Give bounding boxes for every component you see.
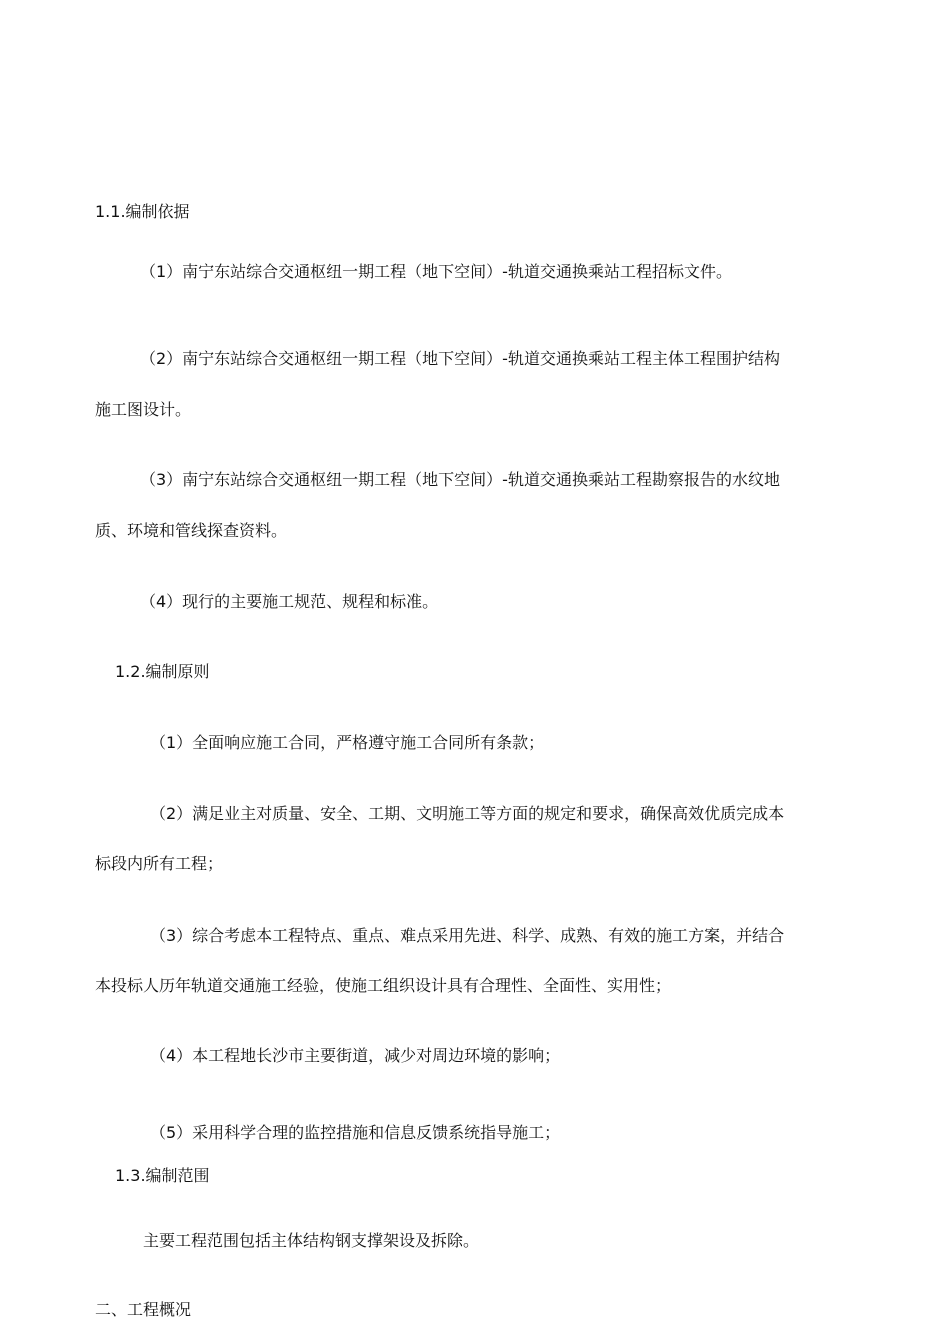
list-item-continuation: 施工图设计。	[95, 400, 192, 419]
section-heading-1-3: 1.3.编制范围	[115, 1166, 210, 1185]
list-item: （3）综合考虑本工程特点、重点、难点采用先进、科学、成熟、有效的施工方案，并结合	[150, 926, 785, 945]
list-item: （1）南宁东站综合交通枢纽一期工程（地下空间）-轨道交通换乘站工程招标文件。	[140, 262, 732, 281]
paragraph-scope: 主要工程范围包括主体结构钢支撑架设及拆除。	[143, 1231, 480, 1250]
list-item: （1）全面响应施工合同，严格遵守施工合同所有条款；	[150, 733, 545, 752]
section-heading-2: 二、工程概况	[95, 1300, 192, 1319]
list-item: （5）采用科学合理的监控措施和信息反馈系统指导施工；	[150, 1123, 561, 1142]
list-item: （3）南宁东站综合交通枢纽一期工程（地下空间）-轨道交通换乘站工程勘察报告的水纹地	[140, 470, 780, 489]
section-heading-1-1: 1.1.编制依据	[95, 202, 190, 221]
list-item-continuation: 标段内所有工程；	[95, 854, 224, 873]
list-item-continuation: 本投标人历年轨道交通施工经验，使施工组织设计具有合理性、全面性、实用性；	[95, 976, 672, 995]
list-item: （4）现行的主要施工规范、规程和标准。	[140, 592, 439, 611]
list-item-continuation: 质、环境和管线探查资料。	[95, 521, 288, 540]
list-item: （4）本工程地长沙市主要街道，减少对周边环境的影响；	[150, 1046, 561, 1065]
list-item: （2）满足业主对质量、安全、工期、文明施工等方面的规定和要求，确保高效优质完成本	[150, 804, 785, 823]
section-heading-1-2: 1.2.编制原则	[115, 662, 210, 681]
list-item: （2）南宁东站综合交通枢纽一期工程（地下空间）-轨道交通换乘站工程主体工程围护结构	[140, 349, 780, 368]
